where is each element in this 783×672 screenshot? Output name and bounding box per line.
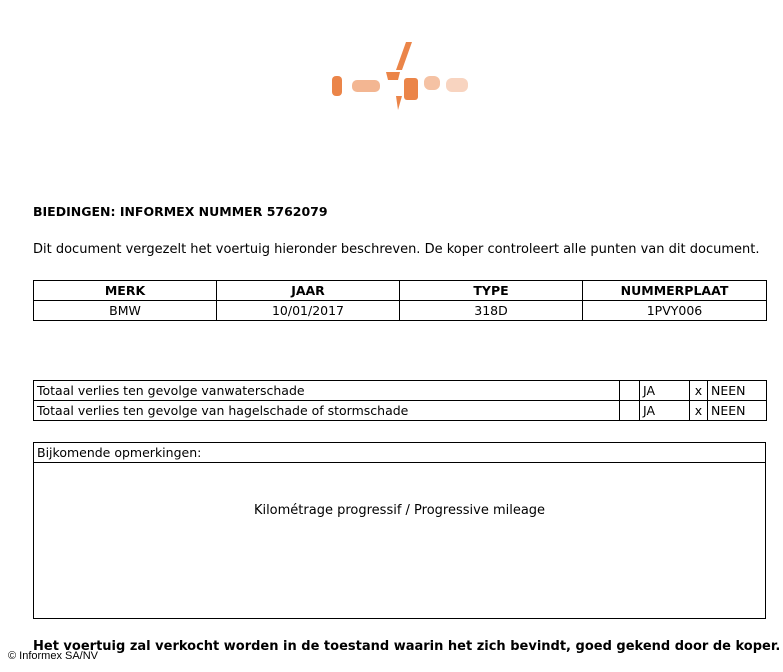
vehicle-value-nummerplaat: 1PVY006 <box>583 301 767 321</box>
logo-letter-shape <box>396 96 402 110</box>
sale-condition-note: Het voertuig zal verkocht worden in de toestand waarin het zich bevindt, goed gekend door de koper. <box>33 639 781 654</box>
remarks-label: Bijkomende opmerkingen: <box>34 443 765 463</box>
vehicle-header-type: TYPE <box>400 281 583 301</box>
logo-letter-shape <box>332 76 342 96</box>
loss-mark-water: x <box>690 381 708 401</box>
loss-label-water: Totaal verlies ten gevolge vanwaterschade <box>34 381 620 401</box>
loss-ja-hail-storm: JA <box>640 401 690 421</box>
total-loss-table <box>33 380 767 421</box>
document-title: BIEDINGEN: INFORMEX NUMMER 5762079 <box>33 204 328 219</box>
remarks-text: Kilométrage progressif / Progressive mileage <box>253 503 546 518</box>
vehicle-header-row <box>34 281 767 301</box>
vehicle-header-merk: MERK <box>34 281 217 301</box>
loss-neen-water: NEEN <box>708 381 767 401</box>
logo-letter-shape <box>386 72 400 80</box>
vehicle-value-row <box>34 301 767 321</box>
vehicle-header-jaar: JAAR <box>217 281 400 301</box>
vehicle-table <box>33 280 767 321</box>
informex-logo <box>328 40 474 112</box>
logo-letter-shape <box>424 76 440 90</box>
loss-ja-water: JA <box>640 381 690 401</box>
vehicle-value-type: 318D <box>400 301 583 321</box>
intro-text: Dit document vergezelt het voertuig hieronder beschreven. De koper controleert alle punten van dit document. <box>33 242 760 257</box>
vehicle-header-nummerplaat: NUMMERPLAAT <box>583 281 767 301</box>
vehicle-value-merk: BMW <box>34 301 217 321</box>
loss-neen-hail-storm: NEEN <box>708 401 767 421</box>
loss-label-hail-storm: Totaal verlies ten gevolge van hagelschade of stormschade <box>34 401 620 421</box>
remarks-box <box>33 442 766 619</box>
table-row <box>34 401 767 421</box>
loss-empty-cell <box>620 381 640 401</box>
loss-mark-hail-storm: x <box>690 401 708 421</box>
vehicle-value-jaar: 10/01/2017 <box>217 301 400 321</box>
logo-letter-shape <box>352 80 380 92</box>
loss-empty-cell <box>620 401 640 421</box>
table-row <box>34 381 767 401</box>
logo-letter-shape <box>404 78 418 100</box>
copyright-text: © Informex SA/NV <box>8 650 99 662</box>
logo-letter-shape <box>446 78 468 92</box>
logo-flame-stroke <box>396 42 412 70</box>
